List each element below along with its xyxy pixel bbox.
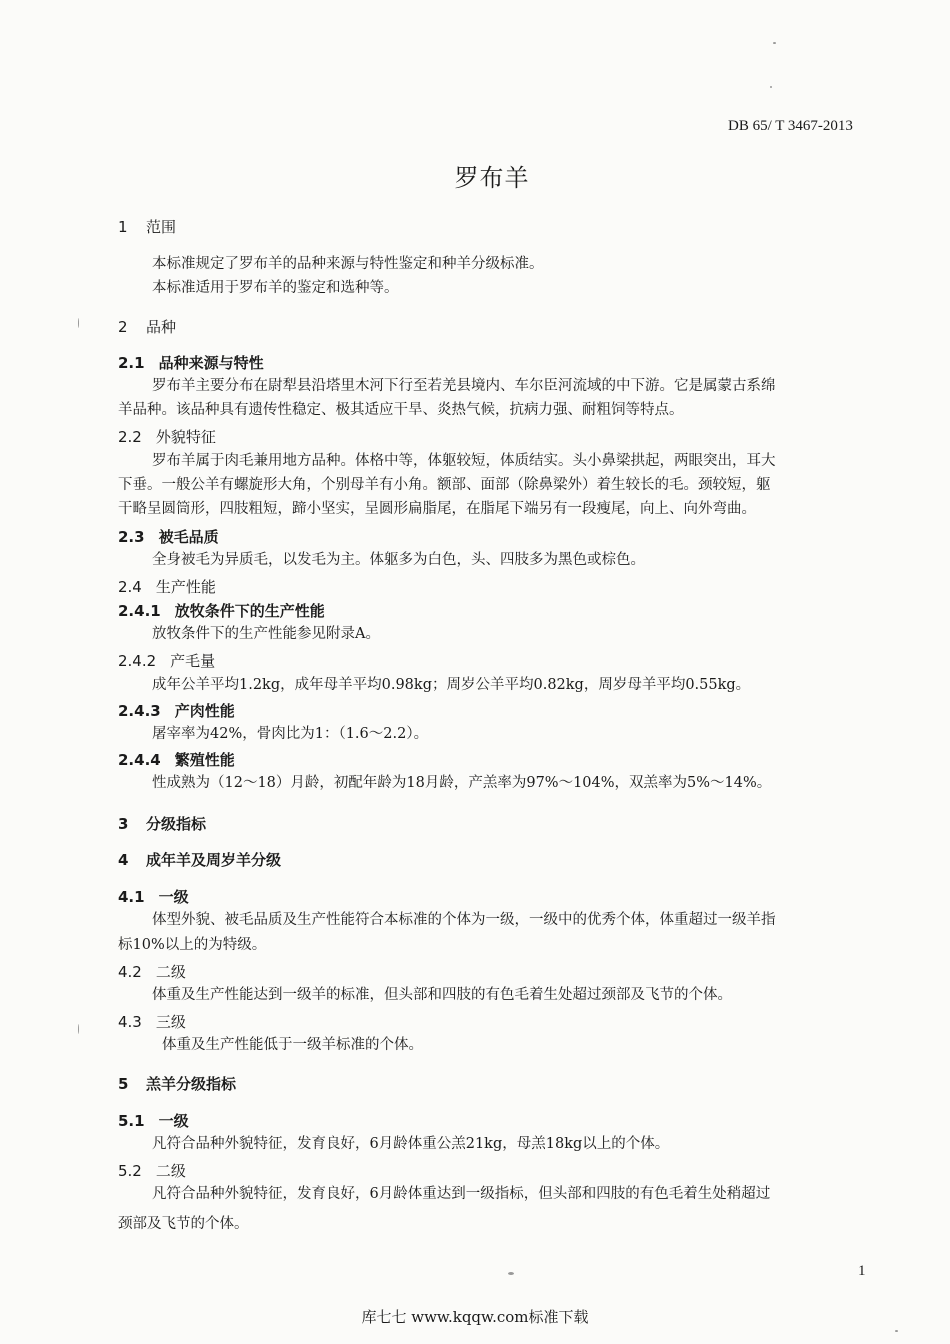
paragraph: 成年公羊平均1.2kg，成年母羊平均0.98kg；周岁公羊平均0.82kg，周岁母羊平均0.55kg。 — [152, 677, 751, 693]
paragraph: 放牧条件下的生产性能参见附录A。 — [152, 626, 380, 642]
section-title: 品种 — [146, 318, 177, 336]
section-2-4-3-heading — [118, 700, 235, 721]
scan-speck — [78, 1024, 79, 1034]
page-number: 1 — [858, 1263, 866, 1279]
section-number: 4 — [118, 851, 129, 869]
section-title: 范围 — [146, 218, 177, 236]
section-2-4-1-heading — [118, 600, 325, 621]
paragraph-line: 颈部及飞节的个体。 — [118, 1216, 249, 1232]
section-title: 品种来源与特性 — [158, 354, 264, 372]
footer-watermark: 库七七 www.kqqw.com标准下载 — [361, 1308, 589, 1326]
section-2-2-heading — [118, 426, 216, 447]
section-number: 2 — [118, 318, 128, 336]
section-1-heading — [118, 216, 176, 237]
section-number: 2.3 — [118, 528, 145, 546]
section-title: 二级 — [155, 1162, 186, 1180]
section-number: 2.4.2 — [118, 652, 157, 670]
paragraph-line: 体型外貌、被毛品质及生产性能符合本标准的个体为一级，一级中的优秀个体，体重超过一级羊指 — [152, 912, 776, 928]
section-4-2-heading — [118, 961, 186, 982]
section-number: 4.1 — [118, 888, 145, 906]
section-title: 三级 — [155, 1013, 186, 1031]
section-number: 2.4.4 — [118, 751, 161, 769]
section-title: 生产性能 — [155, 578, 216, 596]
section-2-heading — [118, 316, 176, 337]
section-4-3-heading — [118, 1011, 186, 1032]
paragraph: 屠宰率为42%，骨肉比为1：（1.6～2.2）。 — [152, 726, 429, 742]
section-2-4-2-heading — [118, 650, 215, 671]
paragraph: 体重及生产性能低于一级羊标准的个体。 — [162, 1037, 423, 1053]
section-title: 外貌特征 — [155, 428, 216, 446]
section-5-heading — [118, 1073, 236, 1094]
section-number: 3 — [118, 815, 129, 833]
paragraph-line: 下垂。一般公羊有螺旋形大角，个别母羊有小角。额部、面部（除鼻梁外）着生较长的毛。颈较短，躯 — [118, 477, 771, 493]
paragraph: 体重及生产性能达到一级羊的标准，但头部和四肢的有色毛着生处超过颈部及飞节的个体。 — [152, 987, 732, 1003]
section-4-heading — [118, 849, 281, 870]
paragraph: 本标准适用于罗布羊的鉴定和选种等。 — [152, 280, 399, 296]
paragraph-line: 罗布羊属于肉毛兼用地方品种。体格中等，体躯较短，体质结实。头小鼻梁拱起，两眼突出，耳大 — [152, 453, 776, 469]
section-2-4-4-heading — [118, 749, 235, 770]
section-title: 羔羊分级指标 — [146, 1075, 237, 1093]
paragraph: 凡符合品种外貌特征，发育良好，6月龄体重公羔21kg，母羔18kg以上的个体。 — [152, 1136, 670, 1152]
paragraph-line: 凡符合品种外貌特征，发育良好，6月龄体重达到一级指标，但头部和四肢的有色毛着生处稍超过 — [152, 1186, 771, 1202]
section-title: 分级指标 — [146, 815, 207, 833]
section-number: 2.4.3 — [118, 702, 161, 720]
scan-speck — [895, 1330, 898, 1332]
section-4-1-heading — [118, 886, 189, 907]
section-5-1-heading — [118, 1110, 189, 1131]
section-number: 5.1 — [118, 1112, 145, 1130]
section-2-1-heading — [118, 352, 264, 373]
scan-speck — [78, 318, 79, 328]
section-5-2-heading — [118, 1160, 186, 1181]
paragraph-line: 罗布羊主要分布在尉犁县沿塔里木河下行至若羌县境内、车尔臣河流域的中下游。它是属蒙古系绵 — [152, 378, 776, 394]
section-number: 1 — [118, 218, 128, 236]
section-number: 5.2 — [118, 1162, 142, 1180]
section-number: 4.3 — [118, 1013, 142, 1031]
paragraph: 性成熟为（12～18）月龄，初配年龄为18月龄，产羔率为97%～104%，双羔率为5%～14%。 — [152, 775, 772, 791]
standard-code: DB 65/ T 3467-2013 — [728, 118, 853, 134]
section-title: 产肉性能 — [174, 702, 235, 720]
section-2-3-heading — [118, 526, 219, 547]
section-number: 2.1 — [118, 354, 145, 372]
section-title: 放牧条件下的生产性能 — [174, 602, 325, 620]
section-title: 繁殖性能 — [174, 751, 235, 769]
section-title: 一级 — [158, 888, 189, 906]
paragraph-line: 标10%以上的为特级。 — [118, 937, 267, 953]
section-2-4-heading — [118, 576, 216, 597]
section-title: 成年羊及周岁羊分级 — [146, 851, 282, 869]
section-title: 二级 — [155, 963, 186, 981]
scan-speck — [773, 42, 776, 44]
section-number: 5 — [118, 1075, 129, 1093]
scan-speck — [770, 86, 772, 88]
section-number: 4.2 — [118, 963, 142, 981]
paragraph: 全身被毛为异质毛，以发毛为主。体躯多为白色，头、四肢多为黑色或棕色。 — [152, 552, 645, 568]
document-title: 罗布羊 — [454, 164, 530, 192]
section-number: 2.2 — [118, 428, 142, 446]
section-number: 2.4.1 — [118, 602, 161, 620]
section-title: 一级 — [158, 1112, 189, 1130]
section-3-heading — [118, 813, 206, 834]
paragraph-line: 干略呈圆筒形，四肢粗短，蹄小坚实，呈圆形扁脂尾，在脂尾下端另有一段瘦尾，向上、向外弯曲。 — [118, 501, 756, 517]
section-title: 产毛量 — [170, 652, 216, 670]
scan-speck — [508, 1272, 514, 1275]
paragraph: 本标准规定了罗布羊的品种来源与特性鉴定和种羊分级标准。 — [152, 256, 544, 272]
section-number: 2.4 — [118, 578, 142, 596]
section-title: 被毛品质 — [158, 528, 219, 546]
paragraph-line: 羊品种。该品种具有遗传性稳定、极其适应干旱、炎热气候，抗病力强、耐粗饲等特点。 — [118, 402, 684, 418]
